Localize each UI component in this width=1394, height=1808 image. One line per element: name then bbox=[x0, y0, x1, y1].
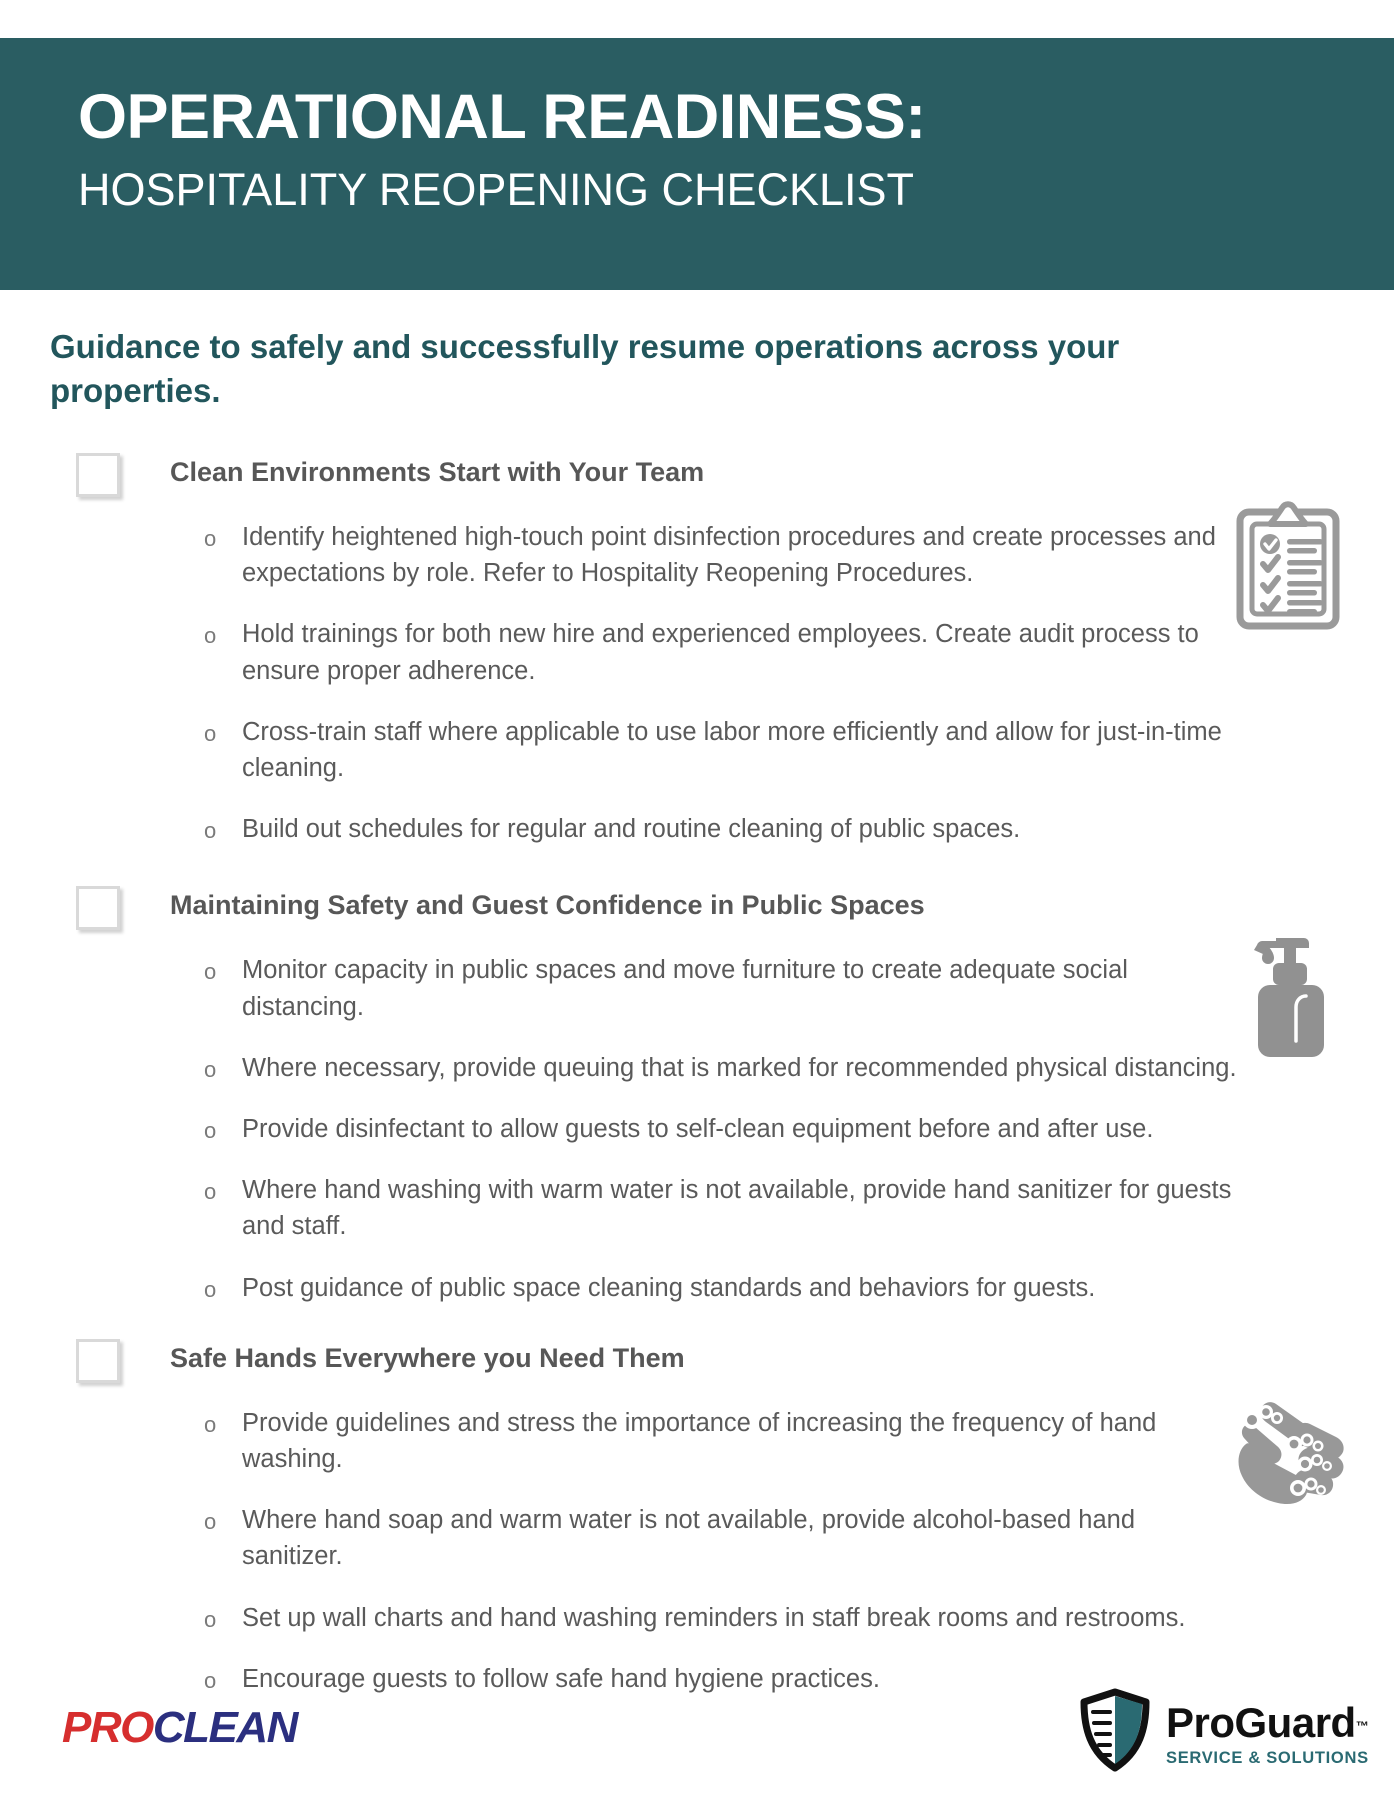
checklist-section bbox=[0, 883, 1394, 1305]
checklist-section bbox=[0, 450, 1394, 847]
list-item bbox=[0, 1270, 1394, 1306]
bullet-text: Post guidance of public space cleaning standards and behaviors for guests. bbox=[242, 1273, 1096, 1302]
bullet-marker-icon: o bbox=[204, 1179, 217, 1205]
section-title: Clean Environments Start with Your Team bbox=[170, 457, 705, 487]
list-item bbox=[0, 1050, 1394, 1086]
bullet-marker-icon: o bbox=[204, 818, 217, 844]
bullet-marker-icon: o bbox=[204, 526, 217, 551]
proclean-logo-clean: CLEAN bbox=[152, 1703, 297, 1752]
bullet-text: Cross-train staff where applicable to use labor more efficiently and allow for just-in-time cleaning. bbox=[242, 717, 1222, 783]
bullet-text: Identify heightened high-touch point disinfection procedures and create processes and expectations by role. Refer to Hospitality Reopening Procedures. bbox=[242, 523, 1216, 588]
bullet-marker-icon: o bbox=[204, 1411, 217, 1437]
section-title: Safe Hands Everywhere you Need Them bbox=[170, 1342, 685, 1373]
proclean-logo bbox=[62, 1703, 297, 1752]
checklist-section bbox=[0, 1336, 1394, 1697]
bullet-text: Where hand washing with warm water is not available, provide hand sanitizer for guests and staff. bbox=[242, 1176, 1232, 1241]
lead-paragraph: Guidance to safely and successfully resume operations across your properties. bbox=[50, 328, 1120, 409]
list-item bbox=[0, 519, 1394, 591]
checklist-sections bbox=[0, 450, 1394, 1722]
bullet-list bbox=[0, 1405, 1394, 1697]
bullet-list bbox=[0, 952, 1394, 1305]
bullet-text: Encourage guests to follow safe hand hygiene practices. bbox=[242, 1664, 880, 1693]
bullet-text: Provide disinfectant to allow guests to self-clean equipment before and after use. bbox=[242, 1115, 1154, 1144]
bullet-marker-icon: o bbox=[204, 959, 217, 985]
proguard-logo bbox=[1078, 1688, 1369, 1777]
list-item bbox=[0, 1502, 1394, 1574]
page-subtitle: HOSPITALITY REOPENING CHECKLIST bbox=[78, 164, 915, 215]
section-checkbox[interactable] bbox=[76, 453, 120, 497]
section-header bbox=[0, 450, 1394, 497]
shield-icon bbox=[1078, 1688, 1152, 1777]
proguard-trademark: ™ bbox=[1355, 1718, 1369, 1734]
proclean-logo-pro: PRO bbox=[62, 1703, 153, 1752]
bullet-text: Set up wall charts and hand washing reminders in staff break rooms and restrooms. bbox=[242, 1603, 1186, 1632]
bullet-text: Where necessary, provide queuing that is marked for recommended physical distancing. bbox=[242, 1053, 1237, 1082]
page-footer bbox=[0, 1680, 1394, 1800]
bullet-text: Provide guidelines and stress the importance of increasing the frequency of hand washing. bbox=[242, 1408, 1157, 1474]
bullet-marker-icon: o bbox=[204, 720, 217, 746]
proguard-tagline: SERVICE & SOLUTIONS bbox=[1166, 1748, 1369, 1767]
proguard-wordmark bbox=[1166, 1698, 1369, 1768]
bullet-text: Hold trainings for both new hire and experienced employees. Create audit process to ensure proper adherence. bbox=[242, 620, 1199, 685]
list-item bbox=[0, 952, 1394, 1024]
list-item bbox=[0, 1405, 1394, 1477]
list-item bbox=[0, 1111, 1394, 1147]
page-title: OPERATIONAL READINESS: bbox=[78, 82, 926, 152]
bullet-list bbox=[0, 519, 1394, 847]
section-header bbox=[0, 1336, 1394, 1383]
bullet-text: Where hand soap and warm water is not available, provide alcohol-based hand sanitizer. bbox=[242, 1506, 1136, 1571]
bullet-marker-icon: o bbox=[204, 1509, 217, 1535]
list-item bbox=[0, 1600, 1394, 1636]
bullet-text: Monitor capacity in public spaces and move furniture to create adequate social distancing. bbox=[242, 956, 1128, 1021]
list-item bbox=[0, 1172, 1394, 1244]
bullet-marker-icon: o bbox=[204, 623, 217, 649]
section-title: Maintaining Safety and Guest Confidence in Public Spaces bbox=[170, 890, 925, 921]
page-header bbox=[0, 38, 1394, 290]
bullet-marker-icon: o bbox=[204, 1667, 217, 1693]
proguard-name: ProGuard bbox=[1166, 1698, 1356, 1746]
section-checkbox[interactable] bbox=[76, 886, 120, 930]
bullet-marker-icon: o bbox=[204, 1056, 217, 1082]
bullet-text: Build out schedules for regular and routine cleaning of public spaces. bbox=[242, 815, 1021, 844]
section-checkbox[interactable] bbox=[76, 1339, 120, 1383]
list-item bbox=[0, 714, 1394, 786]
bullet-marker-icon: o bbox=[204, 1606, 217, 1632]
bullet-marker-icon: o bbox=[204, 1276, 217, 1302]
bullet-marker-icon: o bbox=[204, 1118, 217, 1144]
list-item bbox=[0, 616, 1394, 688]
section-header bbox=[0, 883, 1394, 930]
list-item bbox=[0, 811, 1394, 847]
